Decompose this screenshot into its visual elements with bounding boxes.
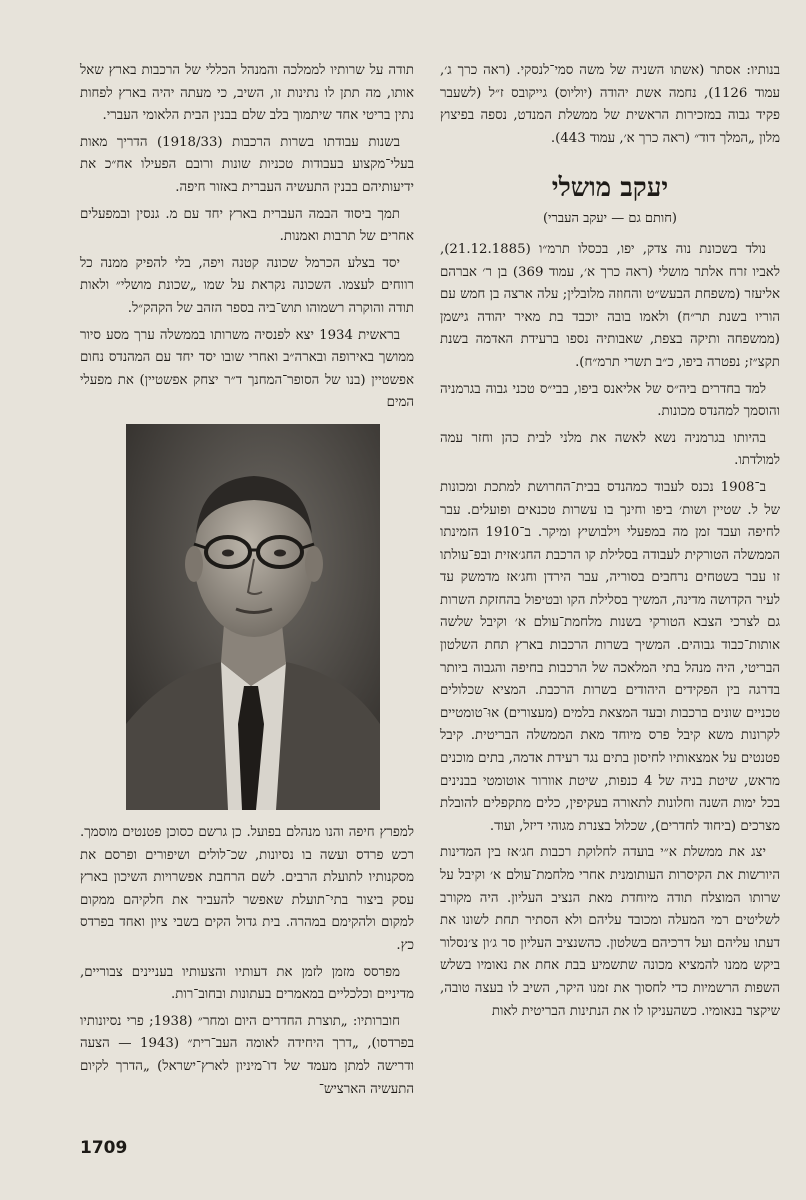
entry-paragraph: יסד בצלע הכרמל שכונה קטנה ויפה, בלי להפיק ממנה כל רווחים לעצמו. השכונה נקראת על שמו „שכונת מושלי״ ולאות תודה והוקרה רשמוהו תוש־ביה בספר הזהב של הקהק״ל. bbox=[80, 255, 414, 316]
entry-paragraph: מפרסס מזמן לזמן את דעותיו והצעותיו בעניינים צבוריים, מדיניים וכלכליים במאמרים בעתונות ובחוב־רות. bbox=[80, 964, 414, 1003]
left-column-top bbox=[80, 60, 414, 419]
entry-paragraph: נולד בשכונת נוה צדק, יפו, בכסלו תרמ״ו (21.12.1885), לאביו זרח אלתר מושלי (ראה כרך א׳, עמוד 369) בן ר׳ אברהם אליעזר (משפחת הבעש״ט והחוזה מלובלין; עלה ארצה בן חמש עם הוריו בשנת תר״ח) ולאמו בובה יוכבד בת מאיר יהודה גישמן (ממשפחה ותיקה בצפת, שאבותיה נספו ברעידת האדמה בשנת תקצ״ז; נפטרה ביפו, כ״ב תשרי תרמ״ח). bbox=[440, 241, 780, 370]
entry-paragraph: תמך ביסוד הבמה העברית בארץ יחד עם מ. גנסין ובמפעלים אחרים של תרבות ואמנות. bbox=[80, 206, 414, 245]
previous-entry-tail: בנותיו: אסתר (אשתו השניה של משה סמי־לנסקי. (ראה כרך ג׳, עמוד 1126), נחמה אשת יהודה (יוליוס) גייקובס ז״ל (לשעבר פקיד גבוה במזכירות הראשית של ממשלת המנדט, נספה בפיצוץ מלון „המלך דוד״ (ראה כרך א׳, עמוד 443). bbox=[440, 63, 780, 146]
entry-paragraph: ב־1908 נכנס לעבוד כמהנדס בבית־החרושת למתכת ומכונות של ל. שטיין ושות׳ ביפו וחינך בו עשרות טכנאים ופועלים. עבר לחיפה ועבד זמן מה במפעלי וילבושיץ ומיקר. ב־1910 הזמינתו הממשלה הטורקית לעבודה בסלילת קו הרכבת החג׳אזית ובפ־עולתו זו עבר בשטחים נרחבים בסוריה, עבר הירדן וחג׳אז מדמשק עד לעיר הקדושה מדינה, המשיך בסלילת הקו ובטיפול בהחזקת השרות גם לצרכי הצבא הטורקי בשנות מלחמת־עולם א׳ וקיבל שלשה אותות־כבוד גבוהים. המשיך בשרות הרכבות בארץ תחת השלטון הבריטי, היה מנהל בתי המלאכה של הרכבות בחיפה והגבוה ביותר בדרגה בין הפקידים היהודים בשרות הרכבת. המציא שכלולים טכניים שונים ברכבות ובעד המצאת בלמים (מעצורים) אוּ־טומטיים לקרונות משא קיבל פרס מיוחד מאת הממשלה הבריטית. קיבל פטנטים על אמצאותיו לחיסון בתים נגד רעידת אדמה, בתים מוכנים מראש, שיטת בניה של 4 כנפות, שיטת אוורור אוטומטי בבנינים בכל ימות השנה וחלונות לתאורה בעקיפין, כלים מתקפלים להובלת מצרכים (ביחוד לחדרים), שכלול בצנרת מגוהי דיזל, ועוד. bbox=[440, 479, 780, 834]
entry-paragraph: בראשית 1934 יצא לפנסיה משרותו בממשלה ערך מסע סיור ממושך באירופה ובארה״ב ואחרי שובו יסד יחד עם המהנדס נחום אפשטיין (בנו של הסופר־המחנך ד״ר יצחק אפשטיין) את מפעלי המים bbox=[80, 327, 414, 411]
entry-paragraph: בשנות עבודתו בשרות הרכבות (1918/33) הדריך מאות בעלי־מקצוע בעבודות טכניות שונות ורובם הפעילו אח״כ את ידיעותיהם בבנין התעשיה העברית באזור חיפה. bbox=[80, 134, 414, 195]
page-number: 1709 bbox=[80, 1138, 128, 1158]
entry-paragraph: למפרץ חיפה והנו מנהלם בפועל. כן גרשם כסוכן פטנטים מוסמך. רכש פרדס ועשה בו נסיונות, שכ־לולים ושיפורים ופרסם את מסקנותיו לתועלת הרבים. לשם הרחבת אפשרויות השיכון בארץ עסק ביצור בתי־תועלת שאפשר להעביר את חלקיהם ממקום למקום ולהקימם במהרה. בית גדול הקים בשבי ציון ואחד בפרדס כץ. bbox=[80, 825, 414, 953]
right-column bbox=[440, 60, 780, 1027]
entry-subtitle: (חותם גם — יעקב העברי) bbox=[542, 211, 678, 227]
entry-paragraph: בהיותו בגרמניה נשא לאשה את מלני לבית כהן וחזר עמה למולדתו. bbox=[440, 430, 780, 469]
entry-paragraph: למד בחדרים ביה״ס של אליאנס ביפו, בבי״ס טכני גבוה בגרמניה והוסמך למהנדס מכונות. bbox=[440, 381, 780, 420]
portrait-photo bbox=[126, 424, 380, 810]
left-column-bottom bbox=[80, 822, 414, 1105]
entry-paragraph: יצג את ממשלת א״י בועדה לחלוקת רכבות חג׳אז בין המדינות היורשות את הקיסרות העותומנית אחרי מלחמת־עולם א׳ וקיבל על שרותו המוצלח תודה מיוחדת מאת הנציב העליון. היה מקורב לשליטים רמי המעלה ומכובד עליהם ולא הסתיר תחת לשונו את דעתו עליהם ועל דרכיהם בשלטון. כהשנציב העליון סר ג׳ון צ׳נסלור ביקש ממנו להמציא מכונה שתשמיע בבת אחת את נאומיו בשלש השפות הרשמיות כדי לחסוך את זמנו היקר, השיב לו בעצה טובה, שיקצר בנאומיו. כשהעניקו לו את הנתינות הבריטית לאות bbox=[440, 845, 780, 1019]
portrait-illustration bbox=[126, 424, 380, 810]
entry-paragraph: תודה על שרותיו לממלכה והמנהל הכללי של הרכבות בארץ שאל אותו, מה תתן לו נתינות זו, השיב, כי מעתה יהיה בארץ לפחות נתין בריטי אחד שיתמוך בלב שלם בבנין הבית הלאומי העברי. bbox=[80, 63, 414, 124]
entry-title: יעקב מושלי bbox=[551, 173, 669, 204]
entry-paragraph: חוברותיו: „תוצרת החדרים היום ומחר״ (1938; פרי נסיונותיו בפרדסו), „דרך היחידה לאומה העב־רית״ (1943 — הצעה ודרישה למתן מעמד של דו־מיניון לארץ־ישראל) „הדרך לקיום התעשיה הארציש־ bbox=[80, 1013, 414, 1097]
